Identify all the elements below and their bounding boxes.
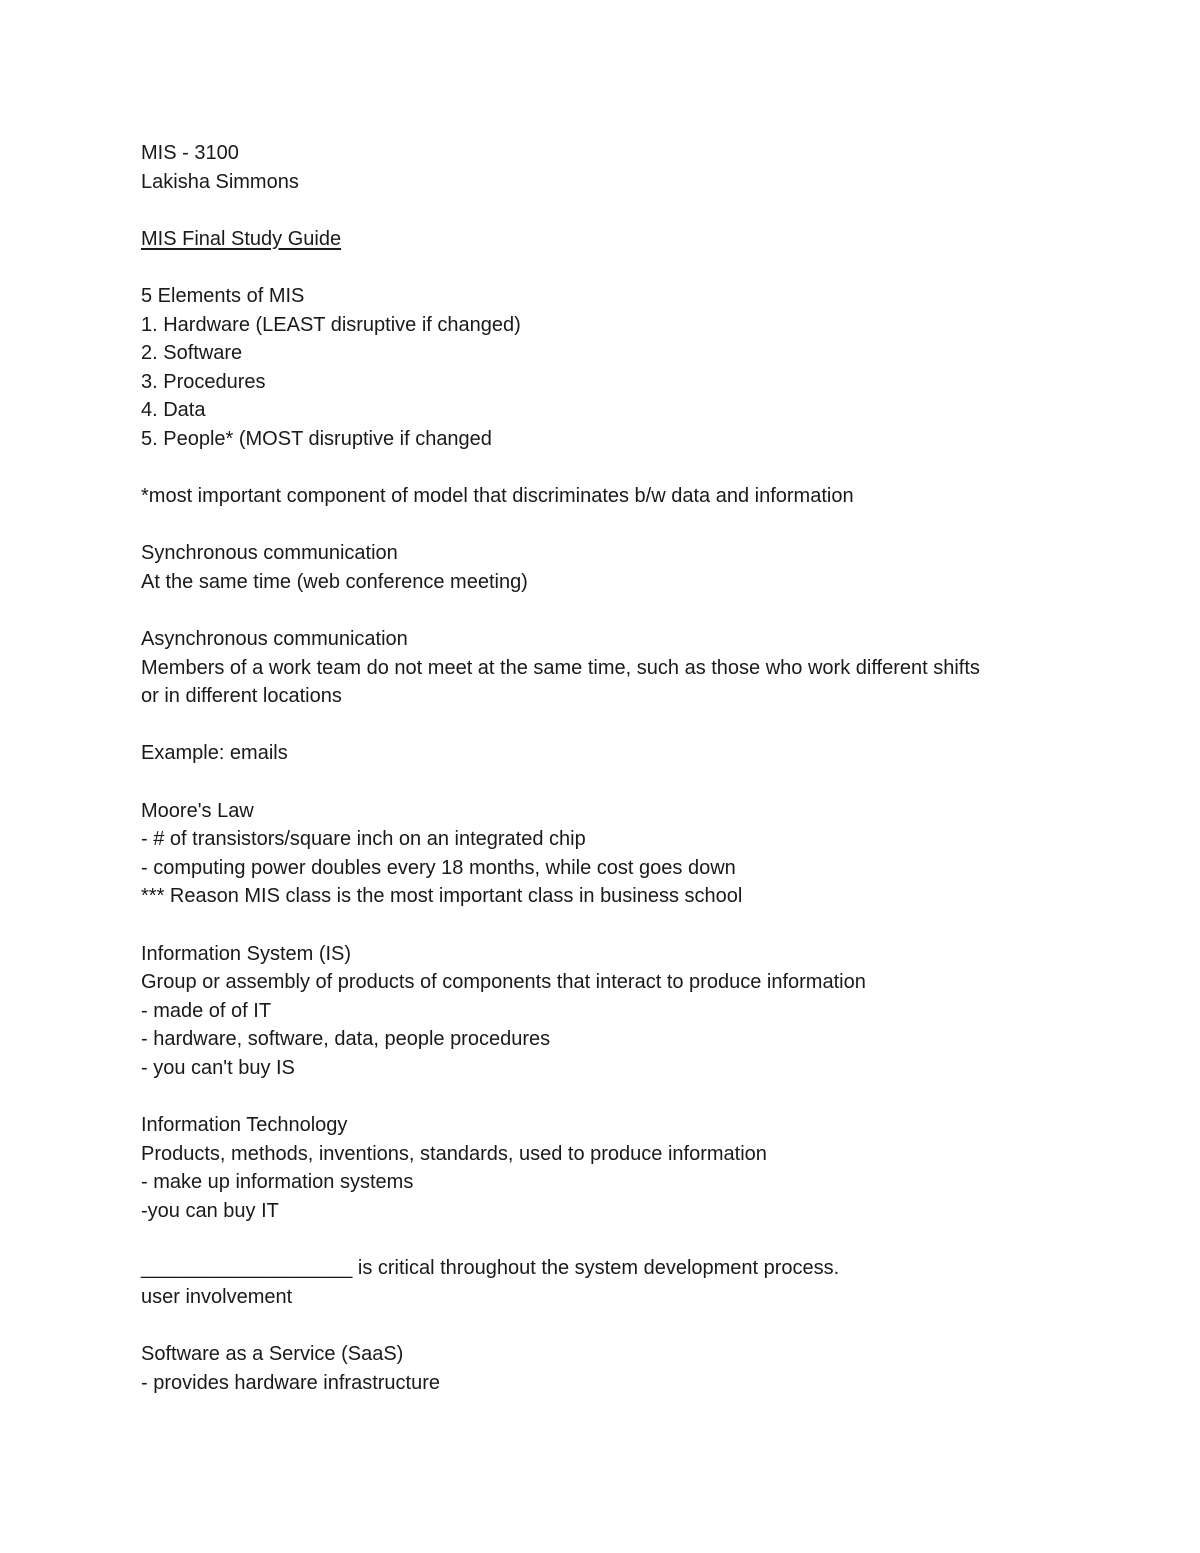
spacer [141, 196, 1101, 225]
list-item: -you can buy IT [141, 1199, 279, 1222]
elements-heading: 5 Elements of MIS [141, 284, 305, 307]
fill-in-answer: user involvement [141, 1285, 293, 1308]
list-item: 2. Software [141, 342, 243, 365]
asynchronous-example: Example: emails [141, 742, 288, 765]
list-item: - made of of IT [141, 999, 272, 1022]
list-item: 5. People* (MOST disruptive if changed [141, 427, 492, 450]
information-system-definition: Group or assembly of products of components that interact to produce information [141, 971, 866, 994]
fill-in-question: ___________________ is critical throughout the system development process. [141, 1257, 840, 1280]
list-item: *** Reason MIS class is the most important class in business school [141, 885, 743, 908]
moores-law-heading: Moore's Law [141, 799, 254, 822]
synchronous-heading: Synchronous communication [141, 542, 398, 565]
spacer [141, 911, 1101, 940]
information-technology-heading: Information Technology [141, 1114, 348, 1137]
list-item: 3. Procedures [141, 370, 266, 393]
course-code: MIS - 3100 [141, 142, 239, 164]
list-item: - # of transistors/square inch on an integrated chip [141, 828, 586, 851]
spacer [141, 253, 1101, 282]
spacer [141, 711, 1101, 740]
list-item: 1. Hardware (LEAST disruptive if changed) [141, 313, 521, 336]
spacer [141, 597, 1101, 626]
asynchronous-heading: Asynchronous communication [141, 628, 408, 651]
elements-footnote: *most important component of model that discriminates b/w data and information [141, 485, 854, 508]
list-item: - hardware, software, data, people procedures [141, 1028, 551, 1051]
asynchronous-text: Members of a work team do not meet at the same time, such as those who work different shifts [141, 656, 980, 679]
author-name: Lakisha Simmons [141, 170, 299, 193]
synchronous-text: At the same time (web conference meeting) [141, 570, 528, 593]
spacer [141, 768, 1101, 797]
list-item: - provides hardware infrastructure [141, 1371, 441, 1394]
information-system-heading: Information System (IS) [141, 942, 352, 965]
spacer [141, 454, 1101, 483]
list-item: - computing power doubles every 18 months, while cost goes down [141, 856, 736, 879]
list-item: - you can't buy IS [141, 1057, 295, 1079]
spacer [141, 1226, 1101, 1255]
list-item: - make up information systems [141, 1171, 414, 1194]
saas-heading: Software as a Service (SaaS) [141, 1342, 404, 1365]
document-title: MIS Final Study Guide [141, 227, 342, 250]
spacer [141, 1311, 1101, 1340]
list-item: 4. Data [141, 399, 206, 422]
asynchronous-text: or in different locations [141, 685, 342, 708]
information-technology-definition: Products, methods, inventions, standards, used to produce information [141, 1142, 767, 1165]
spacer [141, 1083, 1101, 1112]
spacer [141, 511, 1101, 540]
document-page [141, 139, 1101, 1397]
